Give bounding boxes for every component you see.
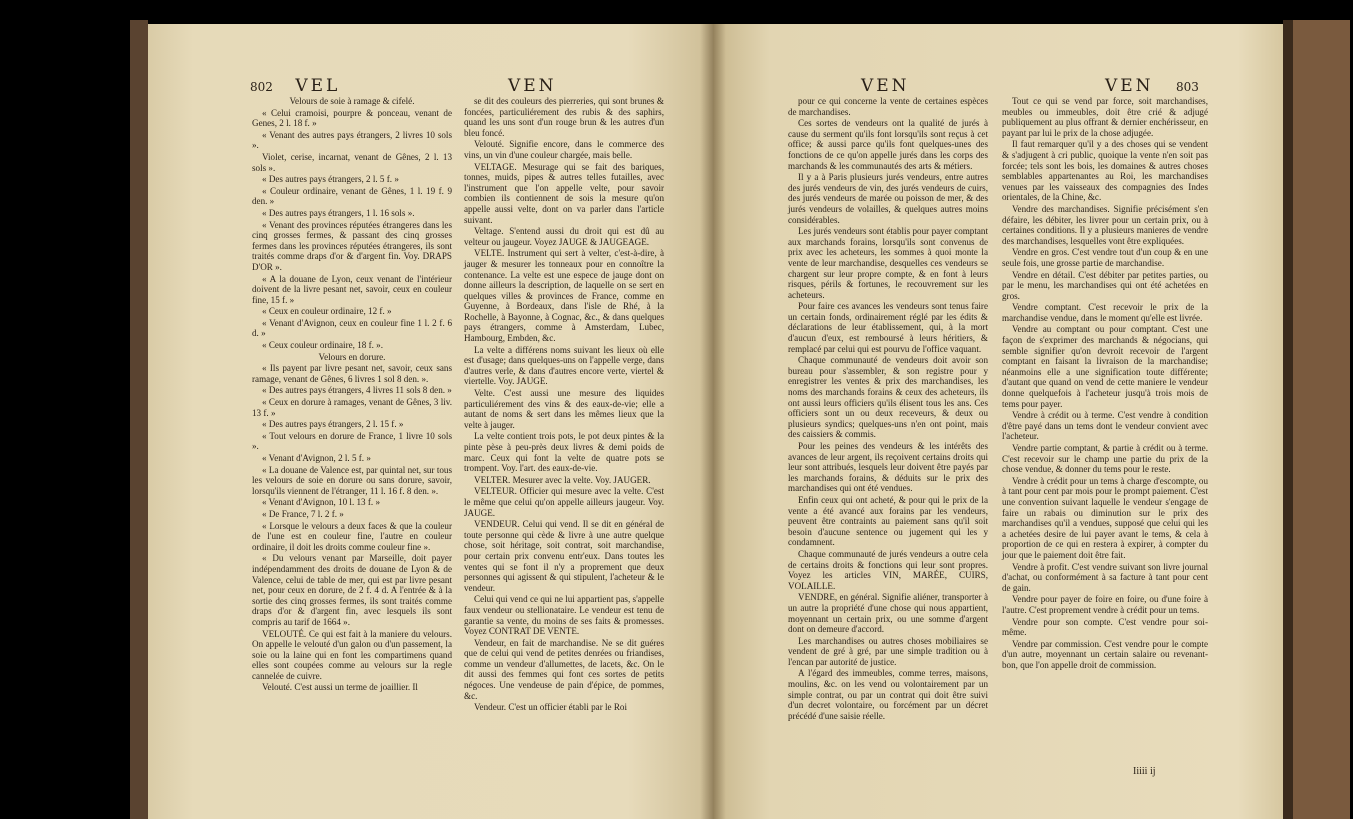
book-cover-left-edge bbox=[130, 20, 148, 819]
paragraph: « Des autres pays étrangers, 2 l. 5 f. » bbox=[262, 174, 399, 185]
paragraph: « Du velours venant par Marseille, doit payer indépendamment des droits de douane de Lyon & de Valence, celui de table de mer, qui est par livre pesant net, pour ceux en dorure, de 2 f. 4 d. A l'entrée & à la sortie des cinq grosses fermes, ils sont traités comme draps d'or & d'argent fin, avec lesquels ils sont compris au tarif de 1664 ». bbox=[252, 553, 452, 627]
paragraph: « Venant des provinces réputées étrangeres dans les cinq grosses fermes, & passant des cinq grosses fermes dans les provinces réputées étrangeres, ils sont traités comme draps d'or & d'argent fin. Voy. DRAPS D'OR ». bbox=[252, 219, 452, 272]
paragraph: Pour les peines des vendeurs & les intérêts des avances de leur argent, ils reçoivent certains droits qui leur sont attribués, lesquels leur doivent être payés par les marchands forains, & déduits sur le prix des marchandises qui ont été vendues. bbox=[788, 441, 988, 494]
paragraph: « La douane de Valence est, par quintal net, sur tous les velours de soie en dorure ou sans dorure, savoir, lorsqu'ils viennent de l'étranger, 11 l. 16 f. 8 den. ». bbox=[252, 464, 452, 496]
paragraph: Velours en dorure. bbox=[318, 351, 386, 362]
book-gutter bbox=[700, 24, 726, 819]
paragraph: pour ce qui concerne la vente de certaines espèces de marchandises. bbox=[788, 96, 988, 117]
paragraph: Vendre en détail. C'est débiter par petites parties, ou par le menu, les marchandises qui ont été achetées en gros. bbox=[1002, 269, 1208, 301]
paragraph: « Ceux en couleur ordinaire, 12 f. » bbox=[262, 306, 392, 317]
left-page-column-2 bbox=[464, 96, 664, 714]
paragraph: Ces sortes de vendeurs ont la qualité de jurés à cause du serment qu'ils font lorsqu'ils sont reçus à cet office; & aussi parce qu'ils font quelques-unes des fonctions de ce qu'on appelle jurés dans les corps des marchands & les communautés des arts & métiers. bbox=[788, 118, 988, 171]
paragraph: Vendeur. C'est un officier établi par le Roi bbox=[474, 702, 627, 713]
left-page-column-1 bbox=[252, 96, 452, 694]
paragraph: Vendre par commission. C'est vendre pour le compte d'un autre, moyennant un certain salaire ou revenant-bon, que l'on appelle droit de commission. bbox=[1002, 638, 1208, 670]
paragraph: Vendeur, en fait de marchandise. Ne se dit guéres que de celui qui vend de petites denrées ou friandises, comme un vendeur d'allumettes, de lacets, &c. On le dit aussi des femmes qui font ces sortes de petits négoces. Une vendeuse de pain d'épice, de pommes, &c. bbox=[464, 637, 664, 701]
paragraph: Vendre pour son compte. C'est vendre pour soi-même. bbox=[1002, 616, 1208, 638]
paragraph: Enfin ceux qui ont acheté, & pour qui le prix de la vente a été avancé aux forains par les vendeurs, peuvent être contraints au paiement sans qu'il soit besoin d'aucune sentence ou jugement qui les y condamnent. bbox=[788, 494, 988, 548]
paragraph: « Ceux couleur ordinaire, 18 f. ». bbox=[262, 340, 383, 351]
running-head: VEL bbox=[295, 76, 341, 96]
paragraph: se dit des couleurs des pierreries, qui sont brunes & foncées, particuliérement des rubis & des saphirs, quand les uns sont d'un rouge brun & les autres d'un bleu foncé. bbox=[464, 96, 664, 138]
paragraph: VENDEUR. Celui qui vend. Il se dit en général de toute personne qui cède & livre à une autre quelque chose, soit héritage, soit contrat, soit marchandise, pour certain prix convenu entr'eux. Dans toutes les ventes qui se font il n'y a proprement que deux personnes qui agissent & qui stipulent, l'acheteur & le vendeur. bbox=[464, 519, 664, 593]
paragraph: Tout ce qui se vend par force, soit marchandises, meubles ou immeubles, doit être crié & adjugé publiquement au plus offrant & dernier enchérisseur, en payant par lui le prix de la chose adjugée. bbox=[1002, 96, 1208, 138]
signature-mark: Iiiii ij bbox=[1133, 766, 1156, 777]
book-cover-right-shadow bbox=[1283, 20, 1293, 819]
paragraph: « Venant d'Avignon, 2 l. 5 f. » bbox=[262, 453, 371, 463]
paragraph: Vendre en gros. C'est vendre tout d'un coup & en une seule fois, une grosse partie de marchandise. bbox=[1002, 247, 1208, 268]
paragraph: Velouté. C'est aussi un terme de joaillier. Il bbox=[262, 682, 418, 693]
paragraph: Vendre pour payer de foire en foire, ou d'une foire à l'autre. C'est proprement vendre à crédit pour un tems. bbox=[1002, 594, 1208, 615]
running-head: VEN bbox=[1105, 76, 1154, 96]
page-number: 803 bbox=[1175, 80, 1199, 94]
paragraph: Pour faire ces avances les vendeurs sont tenus faire un certain fonds, ordinairement réglé par les édits & déclarations de leur établissement, qui, à la mort d'aucun d'eux, est remboursé à leurs héritiers, & remplacé par celui qui est pourvu de l'office vaquant. bbox=[788, 301, 988, 354]
paragraph: « Celui cramoisi, pourpre & ponceau, venant de Genes, 2 l. 18 f. » bbox=[252, 107, 452, 129]
paragraph: Velouté. Signifie encore, dans le commerce des vins, un vin d'une couleur chargée, mais belle. bbox=[464, 139, 664, 160]
book-cover-right-edge bbox=[1290, 20, 1350, 819]
paragraph: Les jurés vendeurs sont établis pour payer comptant aux marchands forains, lorsqu'ils sont convenus de prix avec les acheteurs, les sommes à quoi monte la vente de leur marchandise, desquelles ces vendeurs se chargent sur leur propre compte, & en font à leurs risques, périls & fortunes, le recouvrement sur les acheteurs. bbox=[788, 226, 988, 300]
paragraph: Chaque communauté de vendeurs doit avoir son bureau pour s'assembler, & son registre pour y enregistrer les ventes & prix des marchandises, les noms des marchands forains & ceux des acheteurs, ils ont aussi leurs officiers qu'ils élisent tous les ans. Ces officiers sont un ou deux receveurs, & deux ou plusieurs syndics; quelques-uns n'en ont point, mais des caissiers & commis. bbox=[788, 355, 988, 440]
paragraph: Vendre à crédit ou à terme. C'est vendre à condition d'être payé dans un tems dont le vendeur convient avec l'acheteur. bbox=[1002, 410, 1208, 442]
paragraph: « Des autres pays étrangers, 1 l. 16 sols ». bbox=[262, 207, 415, 218]
paragraph: Vendre des marchandises. Signifie précisément s'en défaire, les débiter, les livrer pour un certain prix, ou à certaines conditions. Il y a plusieurs manieres de vendre des marchandises, lesquelles vont être expliquées. bbox=[1002, 203, 1208, 246]
paragraph: Vendre à crédit pour un tems à charge d'escompte, ou à tant pour cent par mois pour le prompt paiement. C'est une convention suivant laquelle le vendeur s'engage de faire un rabais ou diminution sur le prix des marchandises qu'il a vendues, supposé que celui qui les a achetées desire de lui payer avant le tems, & cela à proportion de ce qui en restera à expirer, à compter du jour que le paiement doit être fait. bbox=[1002, 475, 1208, 560]
paragraph: Les marchandises ou autres choses mobiliaires se vendent de gré à gré, par une simple tradition ou à l'encan par autorité de justice. bbox=[788, 635, 988, 667]
paragraph: Il faut remarquer qu'il y a des choses qui se vendent & s'adjugent à cri public, quoique la vente n'en soit pas forcée; tels sont les bois, les domaines & autres choses semblables appartenantes au Roi, les marchandises venues par les vaisseaux des compagnies des Indes orientales, de la Chine, &c. bbox=[1002, 139, 1208, 203]
paragraph: « Venant des autres pays étrangers, 2 livres 10 sols ». bbox=[252, 129, 452, 151]
left-page-header-left bbox=[250, 76, 340, 96]
paragraph: VELTER. Mesurer avec la velte. Voy. JAUGER. bbox=[474, 474, 651, 485]
paragraph: VELTAGE. Mesurage qui se fait des bariques, tonnes, muids, pipes & autres telles futailles, avec l'instrument que l'on appelle velte, pour savoir combien ils contiennent de sois la mesure qu'on appelle aussi velte, dont on va parler dans l'article suivant. bbox=[464, 161, 664, 225]
paragraph: Veltage. S'entend aussi du droit qui est dû au velteur ou jaugeur. Voyez JAUGE & JAUGEAGE. bbox=[464, 226, 664, 247]
open-book bbox=[148, 24, 1283, 819]
paragraph: « Ils payent par livre pesant net, savoir, ceux sans ramage, venant de Gênes, 6 livres 1 sol 8 den. ». bbox=[252, 363, 452, 384]
paragraph: Vendre au comptant ou pour comptant. C'est une façon de s'exprimer des marchands & négocians, qui semble signifier qu'on devroit recevoir de l'argent comptant en faisant la livraison de la marchandise; néanmoins elle a une signification toute différente; d'autant que quand on vend de cette maniere le vendeur donne quelquefois à l'acheteur jusqu'à trois mois de tems pour payer. bbox=[1002, 324, 1208, 409]
page-number: 802 bbox=[250, 80, 273, 94]
paragraph: Velte. C'est aussi une mesure des liquides particuliérement des vins & des eaux-de-vie; elle a autant de noms & sert dans les mêmes lieux que la velte à jauger. bbox=[464, 388, 664, 430]
right-page-column-1 bbox=[788, 96, 988, 722]
paragraph: Il y a à Paris plusieurs jurés vendeurs, entre autres des jurés vendeurs de vin, des jurés vendeurs de cuirs, des jurés vendeurs de marée ou poisson de mer, & des jurés vendeurs de volailles, & quelques autres moins considérables. bbox=[788, 172, 988, 225]
right-page-header-right bbox=[1105, 76, 1199, 96]
paragraph: « Ceux en dorure à ramages, venant de Gênes, 3 liv. 13 f. » bbox=[252, 397, 452, 418]
right-page-column-2 bbox=[1002, 96, 1208, 671]
right-page bbox=[713, 24, 1283, 819]
paragraph: Velours de soie à ramage & cifelé. bbox=[289, 96, 415, 106]
paragraph: Celui qui vend ce qui ne lui appartient pas, s'appelle faux vendeur ou stellionataire. Le vendeur est tenu de garantie sa vente, du moins de ses faits & promesses. Voyez CONTRAT DE VENTE. bbox=[464, 594, 664, 637]
paragraph: Vendre à profit. C'est vendre suivant son livre journal d'achat, ou conformément à sa facture à tant pour cent de gain. bbox=[1002, 561, 1208, 593]
paragraph: VELTEUR. Officier qui mesure avec la velte. C'est le même que celui qu'on appelle ailleurs jaugeur. Voy. JAUGE. bbox=[464, 486, 664, 518]
left-page-header-right: VEN bbox=[508, 76, 557, 96]
paragraph: Chaque communauté de jurés vendeurs a outre cela de certains droits & fonctions qui leur sont propres. Voyez les articles VIN, MARÉE, CUIRS, VOLAILLE. bbox=[788, 548, 988, 591]
paragraph: « Des autres pays étrangers, 4 livres 11 sols 8 den. » bbox=[262, 385, 452, 396]
paragraph: A l'égard des immeubles, comme terres, maisons, moulins, &c. on les vend ou volontairement par un simple contrat, ou par un contrat qui doit être suivi d'un decret volontaire, ou forcément par un décret précédé d'une saisie réelle. bbox=[788, 668, 988, 721]
paragraph: VELOUTÉ. Ce qui est fait à la maniere du velours. On appelle le velouté d'un galon ou d'un passement, la soie ou la laine qui en font les compartimens quand elles sont coupées comme au velours sur la regle cannelée de cuivre. bbox=[252, 628, 452, 681]
paragraph: La velte a différens noms suivant les lieux où elle est d'usage; dans quelques-uns on l'appelle verge, dans d'autres verle, & dans d'autres encore verte, viertel & viertelle. Voy. JAUGE. bbox=[464, 344, 664, 387]
paragraph: VENDRE, en général. Signifie aliéner, transporter à un autre la propriété d'une chose qui nous appartient, moyennant un certain prix, ou une somme d'argent dont on demeure d'accord. bbox=[788, 592, 988, 635]
paragraph: Violet, cerise, incarnat, venant de Gênes, 2 l. 13 sols ». bbox=[252, 151, 452, 173]
paragraph: « Tout velours en dorure de France, 1 livre 10 sols ». bbox=[252, 430, 452, 452]
paragraph: « Venant d'Avignon, ceux en couleur fine 1 l. 2 f. 6 d. » bbox=[252, 317, 452, 339]
paragraph: « Des autres pays étrangers, 2 l. 15 f. » bbox=[262, 419, 404, 430]
paragraph: « Venant d'Avignon, 10 l. 13 f. » bbox=[262, 497, 380, 508]
paragraph: VELTE. Instrument qui sert à velter, c'est-à-dire, à jauger & mesurer les tonneaux pour en connoître la contenance. La velte est une espece de jauge dont on donne ailleurs la description, de laquelle on se sert en quelques villes & provinces de France, comme en Guyenne, à Bordeaux, dans l'isle de Rhé, à la Rochelle, à Bayonne, à Cognac, &c., & dans quelques pays étrangers, comme à Amsterdam, Lubec, Hambourg, Embden, &c. bbox=[464, 248, 664, 344]
paragraph: « Couleur ordinaire, venant de Gênes, 1 l. 19 f. 9 den. » bbox=[252, 185, 452, 207]
paragraph: Vendre comptant. C'est recevoir le prix de la marchandise vendue, dans le moment qu'elle est livrée. bbox=[1002, 302, 1208, 323]
left-page bbox=[148, 24, 713, 819]
paragraph: Vendre partie comptant, & partie à crédit ou à terme. C'est recevoir sur le champ une partie du prix de la chose vendue, & donner du tems pour le reste. bbox=[1002, 443, 1208, 475]
paragraph: « A la douane de Lyon, ceux venant de l'intérieur doivent de la livre pesant net, savoir, ceux en couleur fine, 15 f. » bbox=[252, 273, 452, 305]
paragraph: « Lorsque le velours a deux faces & que la couleur de l'une est en couleur fine, l'autre en couleur ordinaire, il doit les droits comme couleur fine ». bbox=[252, 520, 452, 552]
paragraph: « De France, 7 l. 2 f. » bbox=[262, 508, 344, 519]
paragraph: La velte contient trois pots, le pot deux pintes & la pinte pèse à peu-près deux livres & demi poids de marc. Ceux qui font la velte de quatre pots se trompent. Voy. l'art. des eaux-de-vie. bbox=[464, 431, 664, 474]
right-page-header-left: VEN bbox=[861, 76, 910, 96]
